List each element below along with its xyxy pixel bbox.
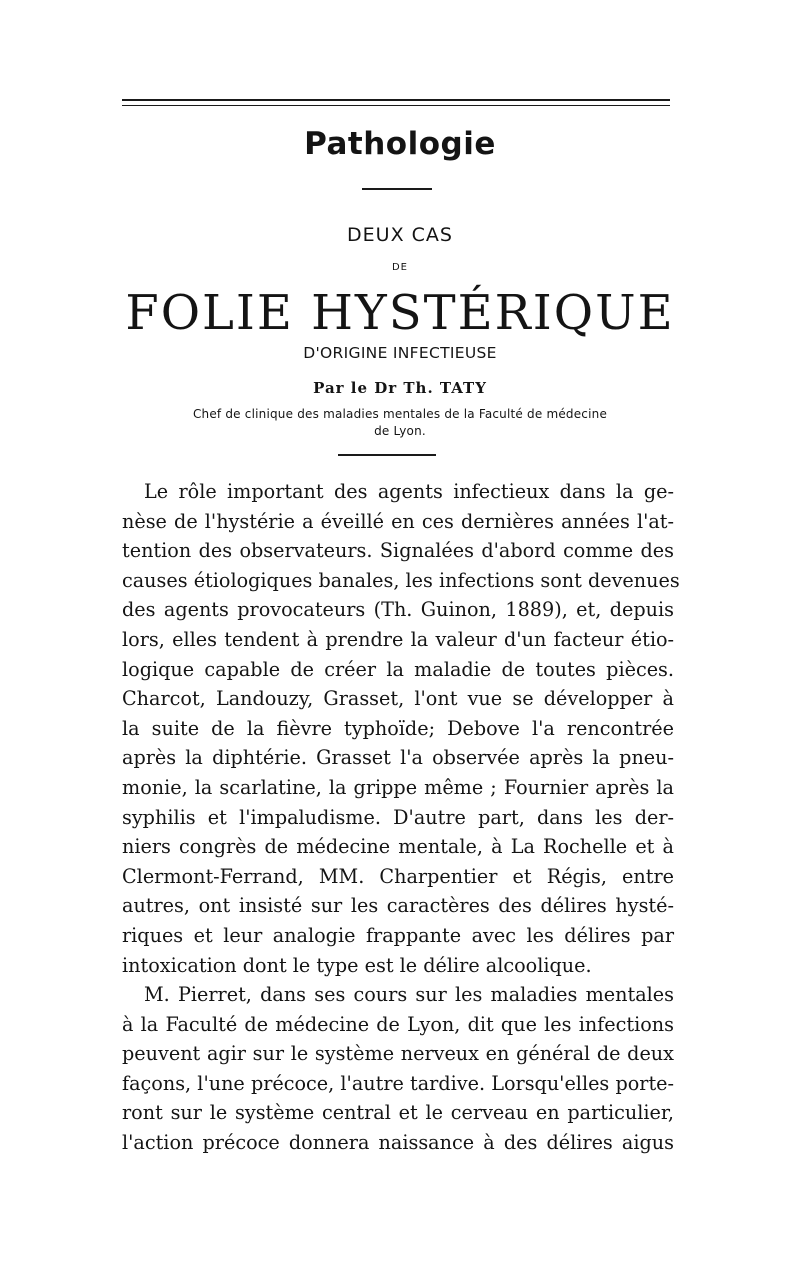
text-line: monie, la scarlatine, la grippe même ; Fournier après la xyxy=(122,775,674,799)
text-line: peuvent agir sur le système nerveux en général de deux xyxy=(122,1042,674,1066)
top-rule-thin xyxy=(122,105,670,106)
text-line: M. Pierret, dans ses cours sur les maladies mentales xyxy=(144,983,674,1007)
top-rule-thick xyxy=(122,99,670,101)
heading-deux-cas: DEUX CAS xyxy=(347,224,453,246)
text-line: la suite de la fièvre typhoïde; Debove l'a rencontrée xyxy=(122,716,674,740)
text-line: causes étiologiques banales, les infections sont devenues xyxy=(122,568,680,592)
text-line: l'action précoce donnera naissance à des délires aigus xyxy=(122,1131,674,1155)
main-title: FOLIE HYSTÉRIQUE xyxy=(125,285,675,341)
title-divider xyxy=(362,188,432,190)
text-line: Le rôle important des agents infectieux dans la ge- xyxy=(144,480,674,503)
header-divider xyxy=(338,454,436,456)
paragraph-2 xyxy=(122,980,674,1158)
affiliation-line: Chef de clinique des maladies mentales de la Faculté de médecine xyxy=(192,407,608,421)
body-text xyxy=(122,477,680,1158)
text-line: niers congrès de médecine mentale, à La Rochelle et à xyxy=(122,835,674,859)
text-line: lors, elles tendent à prendre la valeur d'un facteur étio- xyxy=(122,627,674,651)
text-line: Charcot, Landouzy, Grasset, l'ont vue se développer à xyxy=(122,687,674,711)
text-line: autres, ont insisté sur les caractères des délires hysté- xyxy=(122,894,674,918)
text-line: à la Faculté de médecine de Lyon, dit que les infections xyxy=(122,1012,674,1036)
affiliation-line: de Lyon. xyxy=(374,424,426,438)
text-line: logique capable de créer la maladie de toutes pièces. xyxy=(122,657,674,681)
text-line: ront sur le système central et le cerveau en particulier, xyxy=(122,1101,674,1125)
text-line: riques et leur analogie frappante avec les délires par xyxy=(122,923,674,947)
text-line: après la diphtérie. Grasset l'a observée après la pneu- xyxy=(122,746,674,770)
text-line: nèse de l'hystérie a éveillé en ces dernières années l'at- xyxy=(122,509,674,533)
affiliation xyxy=(150,406,650,440)
text-line: façons, l'une précoce, l'autre tardive. Lorsqu'elles porte- xyxy=(122,1071,674,1095)
text-line: Clermont-Ferrand, MM. Charpentier et Régis, entre xyxy=(122,864,674,888)
text-line: intoxication dont le type est le délire alcoolique. xyxy=(122,953,592,977)
text-line: des agents provocateurs (Th. Guinon, 1889), et, depuis xyxy=(122,598,674,622)
heading-de: DE xyxy=(391,262,409,273)
author-line: Par le Dr Th. TATY xyxy=(313,379,487,397)
subtitle: D'ORIGINE INFECTIEUSE xyxy=(303,344,497,362)
text-line: syphilis et l'impaludisme. D'autre part, dans les der- xyxy=(122,805,674,829)
section-title: Pathologie xyxy=(304,126,496,162)
text-line: tention des observateurs. Signalées d'abord comme des xyxy=(122,539,674,563)
paragraph-1 xyxy=(122,477,680,980)
